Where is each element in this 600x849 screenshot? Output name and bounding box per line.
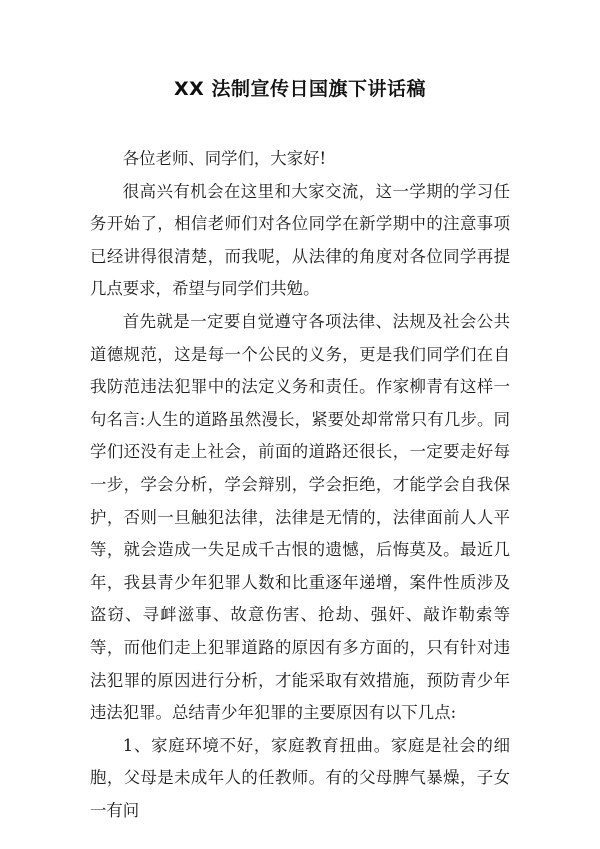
intro-paragraph: 很高兴有机会在这里和大家交流，这一学期的学习任务开始了，相信老师们对各位同学在新学期中的注意事项已经讲得很清楚，而我呢，从法律的角度对各位同学再提几点要求，希望与同学们共勉。 bbox=[90, 181, 510, 299]
document-title: XX 法制宣传日国旗下讲话稿 bbox=[174, 78, 426, 100]
point-one-paragraph: 1、家庭环境不好，家庭教育扭曲。家庭是社会的细胞，父母是未成年人的任教师。有的父母脾气暴燥，子女一有问 bbox=[90, 735, 510, 820]
main-paragraph: 首先就是一定要自觉遵守各项法律、法规及社会公共道德规范，这是每一个公民的义务，更是我们同学们在自我防范违法犯罪中的法定义务和责任。作家柳青有这样一句名言:人生的道路虽然漫长，紧要处却常常只有几步。同学们还没有走上社会，前面的道路还很长，一定要走好每一步，学会分析，学会辩别，学会拒绝，才能学会自我保护，否则一旦触犯法律，法律是无情的，法律面前人人平等，就会造成一失足成千古恨的遗憾，后悔莫及。最近几年，我县青少年犯罪人数和比重逐年递增，案件性质涉及盗窃、寻衅滋事、故意伤害、抢劫、强奸、敲诈勒索等等，而他们走上犯罪道路的原因有多方面的，只有针对违法犯罪的原因进行分析，才能采取有效措施，预防青少年违法犯罪。总结青少年犯罪的主要原因有以下几点: bbox=[90, 311, 510, 723]
greeting-paragraph: 各位老师、同学们，大家好! bbox=[122, 149, 327, 168]
document-body bbox=[90, 143, 510, 827]
